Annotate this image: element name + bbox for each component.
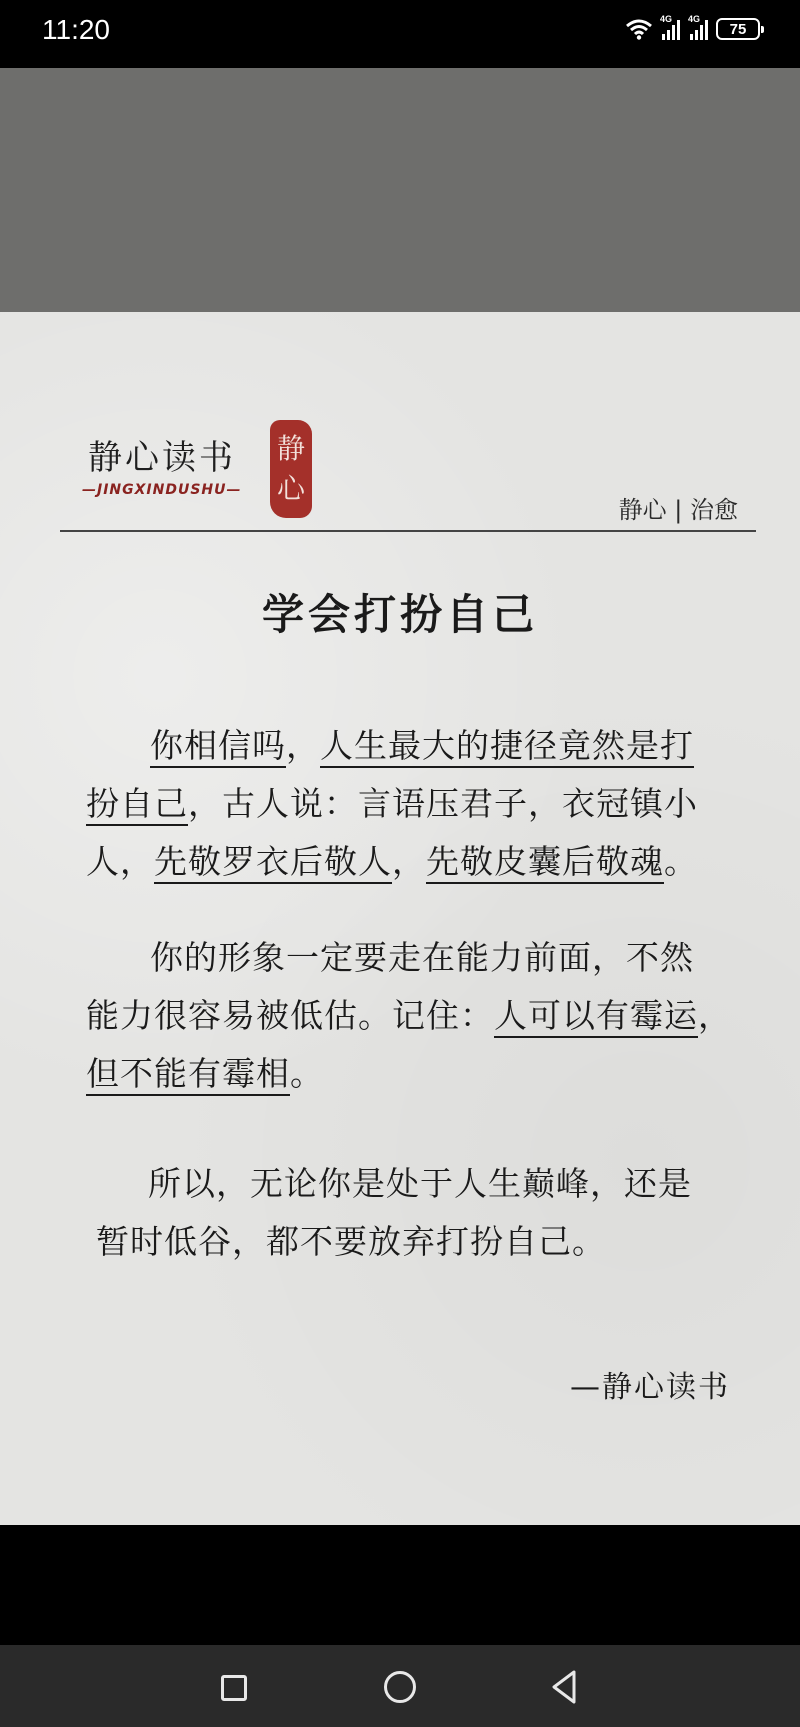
network-type-label: 4G [660, 14, 673, 24]
navigation-bar [0, 1645, 800, 1727]
back-button[interactable] [545, 1667, 585, 1707]
header-divider [60, 530, 756, 532]
signal-icon [660, 14, 680, 40]
article-image[interactable]: 静心读书 —JINGXINDUSHU— 静 心 静心 | 治愈 学会打扮自己 你相信吗，人生最大的捷径竟然是打 扮自己，古人说：言语压君子，衣冠镇小 人，先敬罗衣后敬人，先敬皮囊后敬魂。 你的形象一定要走在能力前面，不然 能力很容易被低估。记住：人可以有霉运， 但不能有霉相。 所以，无论你是处于人生巅峰，还是 暂时低谷，都不要放弃打扮自己。 —静心读书 [0, 312, 800, 1525]
brand-title: 静心读书 [88, 438, 236, 478]
article-title: 学会打扮自己 [261, 590, 538, 639]
recent-apps-button[interactable] [213, 1667, 253, 1707]
signal-icon [688, 14, 708, 40]
header-tag: 静心 | 治愈 [618, 496, 738, 524]
status-time: 11:20 [42, 14, 110, 45]
seal-stamp [270, 420, 312, 518]
wifi-icon [626, 18, 652, 40]
seal-char: 静 [276, 432, 305, 465]
battery-icon [716, 18, 760, 40]
signature: —静心读书 [570, 1370, 730, 1405]
image-top-margin [0, 68, 800, 312]
square-icon [221, 1675, 247, 1701]
home-button[interactable] [380, 1667, 420, 1707]
network-type-label: 4G [688, 14, 701, 24]
brand-subtitle: —JINGXINDUSHU— [82, 482, 242, 498]
status-icons [626, 14, 760, 40]
back-triangle-icon [545, 1667, 585, 1707]
image-bottom-margin [0, 1525, 800, 1645]
seal-char: 心 [276, 472, 305, 505]
status-bar [0, 0, 800, 68]
battery-level: 75 [729, 20, 747, 38]
circle-icon [384, 1671, 416, 1703]
